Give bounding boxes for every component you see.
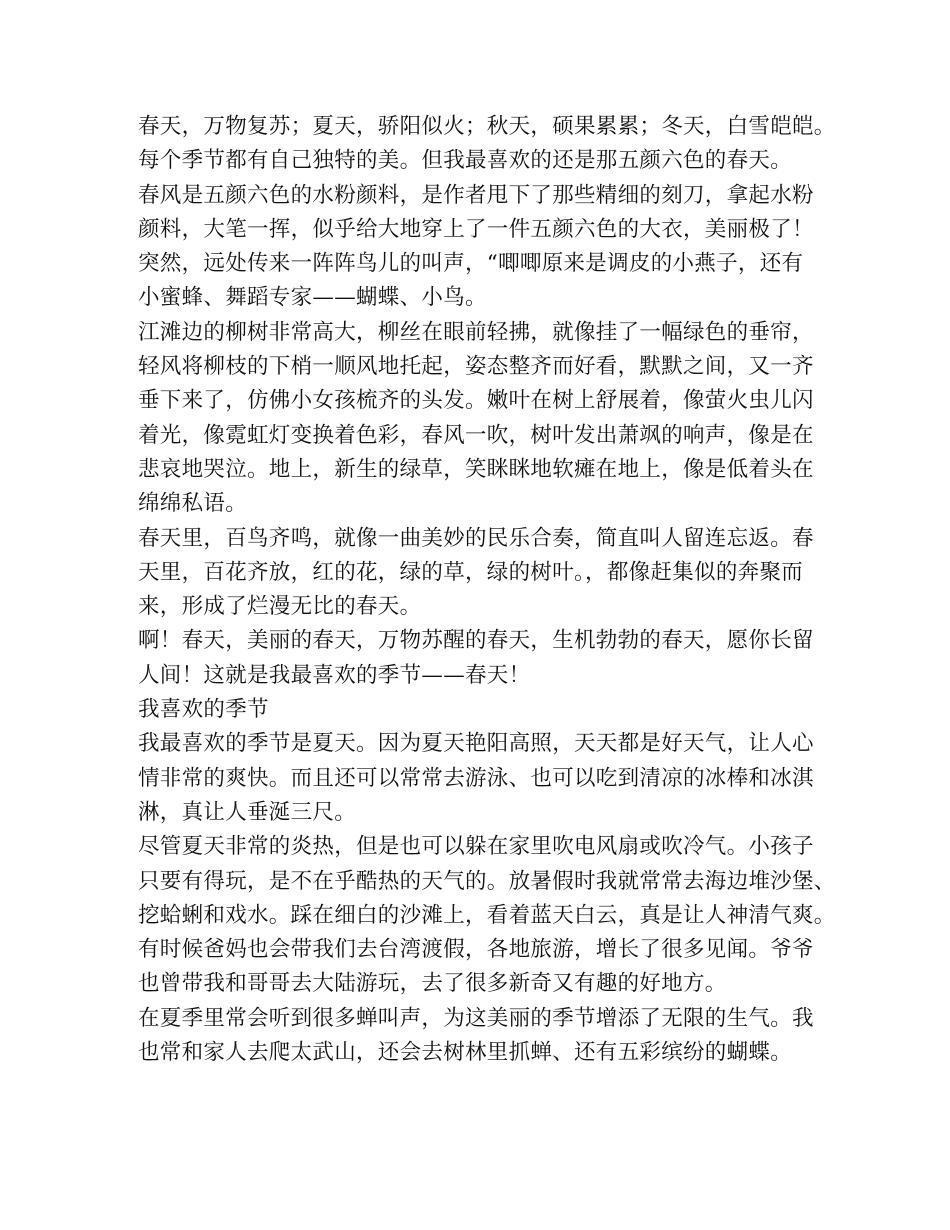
text-line: 挖蛤蜊和戏水。踩在细白的沙滩上，看着蓝天白云，真是让人神清气爽。 xyxy=(138,902,836,928)
text-line: 每个季节都有自己独特的美。但我最喜欢的还是那五颜六色的春天。 xyxy=(138,148,793,174)
text-line: 啊！春天，美丽的春天，万物苏醒的春天，生机勃勃的春天，愿你长留 xyxy=(138,628,814,654)
text-line: 着光，像霓虹灯变换着色彩，春风一吹，树叶发出萧飒的响声，像是在 xyxy=(138,422,814,448)
text-line: 尽管夏天非常的炎热，但是也可以躲在家里吹电风扇或吹冷气。小孩子 xyxy=(138,834,814,860)
section-title: 我喜欢的季节 xyxy=(138,697,269,723)
text-line: 小蜜蜂、舞蹈专家——蝴蝶、小鸟。 xyxy=(138,285,487,311)
text-line: 来，形成了烂漫无比的春天。 xyxy=(138,594,422,620)
text-line: 在夏季里常会听到很多蝉叫声，为这美丽的季节增添了无限的生气。我 xyxy=(138,1005,814,1031)
text-line: 春天里，百鸟齐鸣，就像一曲美妙的民乐合奏，简直叫人留连忘返。春 xyxy=(138,525,814,551)
text-line: 突然，远处传来一阵阵鸟儿的叫声，“唧唧原来是调皮的小燕子，还有 xyxy=(138,251,804,277)
text-line: 天里，百花齐放，红的花，绿的草，绿的树叶。，都像赶集似的奔聚而 xyxy=(138,559,804,585)
text-line: 颜料，大笔一挥，似乎给大地穿上了一件五颜六色的大衣，美丽极了！ xyxy=(138,216,814,242)
text-line: 只要有得玩，是不在乎酷热的天气的。放暑假时我就常常去海边堆沙堡、 xyxy=(138,868,836,894)
essay-text xyxy=(138,110,838,1070)
text-line: 悲哀地哭泣。地上，新生的绿草，笑眯眯地软瘫在地上，像是低着头在 xyxy=(138,456,814,482)
text-line: 人间！这就是我最喜欢的季节——春天！ xyxy=(138,662,531,688)
text-line: 轻风将柳枝的下梢一顺风地托起，姿态整齐而好看，默默之间，又一齐 xyxy=(138,354,814,380)
text-line: 淋，真让人垂涎三尺。 xyxy=(138,799,357,825)
text-line: 江滩边的柳树非常高大，柳丝在眼前轻拂，就像挂了一幅绿色的垂帘， xyxy=(138,319,814,345)
text-line: 也曾带我和哥哥去大陆游玩，去了很多新奇又有趣的好地方。 xyxy=(138,971,727,997)
text-line: 我最喜欢的季节是夏天。因为夏天艳阳高照，天天都是好天气，让人心 xyxy=(138,731,814,757)
text-line: 情非常的爽快。而且还可以常常去游泳、也可以吃到清凉的冰棒和冰淇 xyxy=(138,765,814,791)
text-line: 有时候爸妈也会带我们去台湾渡假，各地旅游，增长了很多见闻。爷爷 xyxy=(138,937,814,963)
text-line: 垂下来了，仿佛小女孩梳齐的头发。嫩叶在树上舒展着，像萤火虫儿闪 xyxy=(138,388,814,414)
text-line: 春天，万物复苏；夏天，骄阳似火；秋天，硕果累累；冬天，白雪皑皑。 xyxy=(138,114,836,139)
text-line: 春风是五颜六色的水粉颜料，是作者甩下了那些精细的刻刀，拿起水粉 xyxy=(138,182,814,208)
text-line: 也常和家人去爬太武山，还会去树林里抓蝉、还有五彩缤纷的蝴蝶。 xyxy=(138,1040,793,1066)
text-line: 绵绵私语。 xyxy=(138,491,248,517)
